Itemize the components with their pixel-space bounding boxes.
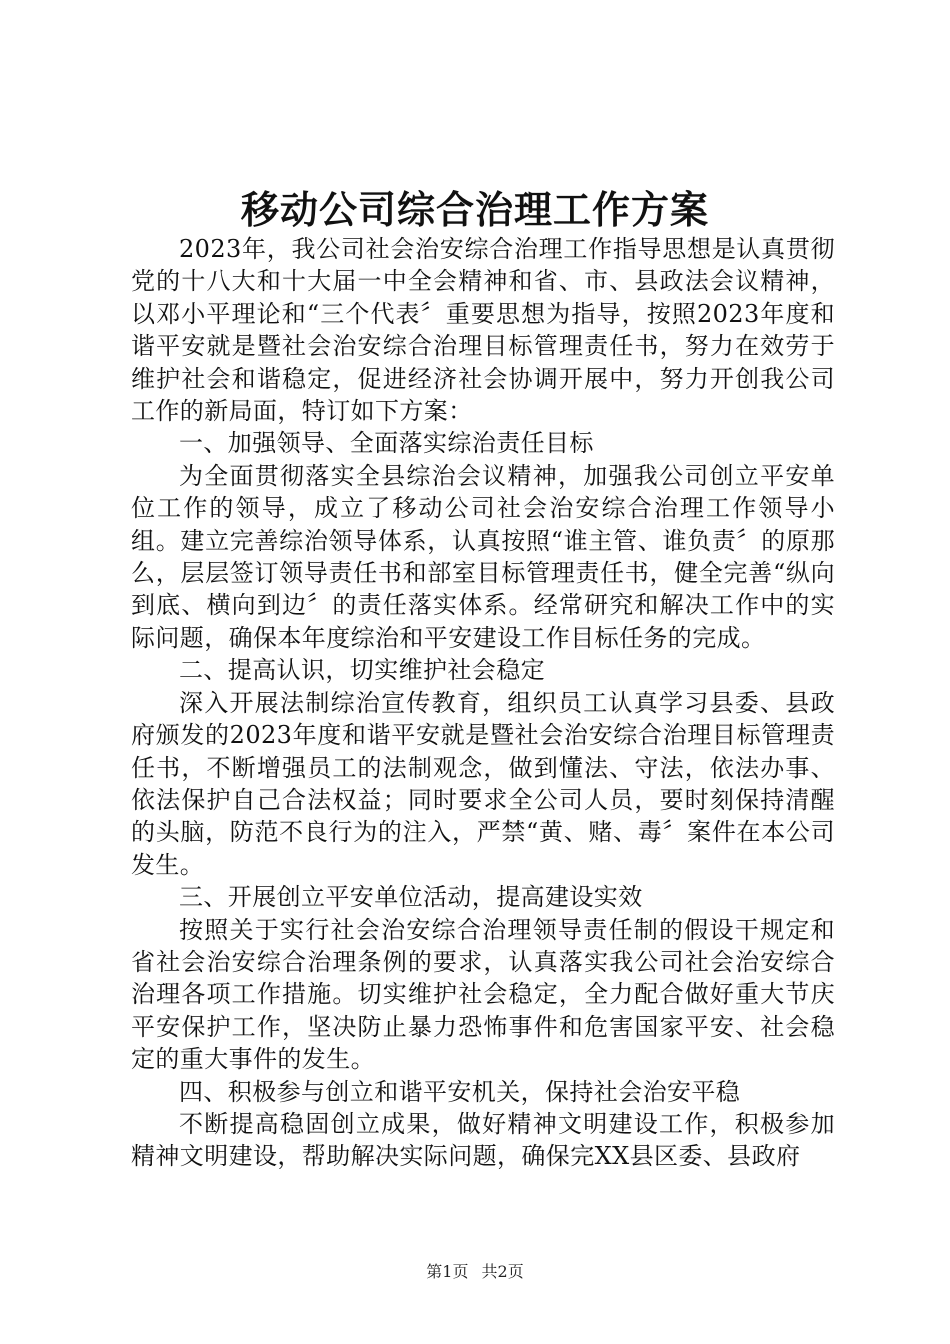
paragraph-section-1: 为全面贯彻落实全县综治会议精神，加强我公司创立平安单位工作的领导，成立了移动公司社会治安综合治理工作领导小组。建立完善综治领导体系，认真按照“谁主管、谁负责〞的原那么，层层签订领导责任书和部室目标管理责任书，健全完善“纵向到底、横向到边〞的责任落实体系。经常研究和解决工作中的实际问题，确保本年度综治和平安建设工作目标任务的完成。 [131, 461, 835, 652]
page-footer [0, 1262, 950, 1282]
section-heading-1: 一、加强领导、全面落实综治责任目标 [179, 429, 594, 458]
page-total: 共2页 [481, 1262, 524, 1281]
paragraph-section-2: 深入开展法制综治宣传教育，组织员工认真学习县委、县政府颁发的2023年度和谐平安就是暨社会治安综合治理目标管理责任书，不断增强员工的法制观念，做到懂法、守法，依法办事、依法保护自己合法权益；同时要求全公司人员，要时刻保持清醒的头脑，防范不良行为的注入，严禁“黄、赌、毒〞案件在本公司发生。 [131, 688, 835, 879]
page-number: 第1页 [426, 1262, 469, 1281]
paragraph-intro: 2023年，我公司社会治安综合治理工作指导思想是认真贯彻党的十八大和十大届一中全会精神和省、市、县政法会议精神，以邓小平理论和“三个代表〞重要思想为指导，按照2023年度和谐平安就是暨社会治安综合治理目标管理责任书，努力在效劳于维护社会和谐稳定，促进经济社会协调开展中，努力开创我公司工作的新局面，特订如下方案： [131, 235, 835, 426]
paragraph-section-4: 不断提高稳固创立成果，做好精神文明建设工作，积极参加精神文明建设，帮助解决实际问题，确保完XX县区委、县政府 [131, 1109, 835, 1171]
section-heading-3: 三、开展创立平安单位活动，提高建设实效 [179, 883, 643, 912]
document-title: 移动公司综合治理工作方案 [240, 187, 709, 232]
section-heading-2: 二、提高认识，切实维护社会稳定 [179, 656, 545, 685]
paragraph-section-3: 按照关于实行社会治安综合治理领导责任制的假设干规定和省社会治安综合治理条例的要求，认真落实我公司社会治安综合治理各项工作措施。切实维护社会稳定，全力配合做好重大节庆平安保护工作，坚决防止暴力恐怖事件和危害国家平安、社会稳定的重大事件的发生。 [131, 915, 835, 1074]
document-body [131, 233, 835, 1173]
section-heading-4: 四、积极参与创立和谐平安机关，保持社会治安平稳 [179, 1077, 741, 1106]
